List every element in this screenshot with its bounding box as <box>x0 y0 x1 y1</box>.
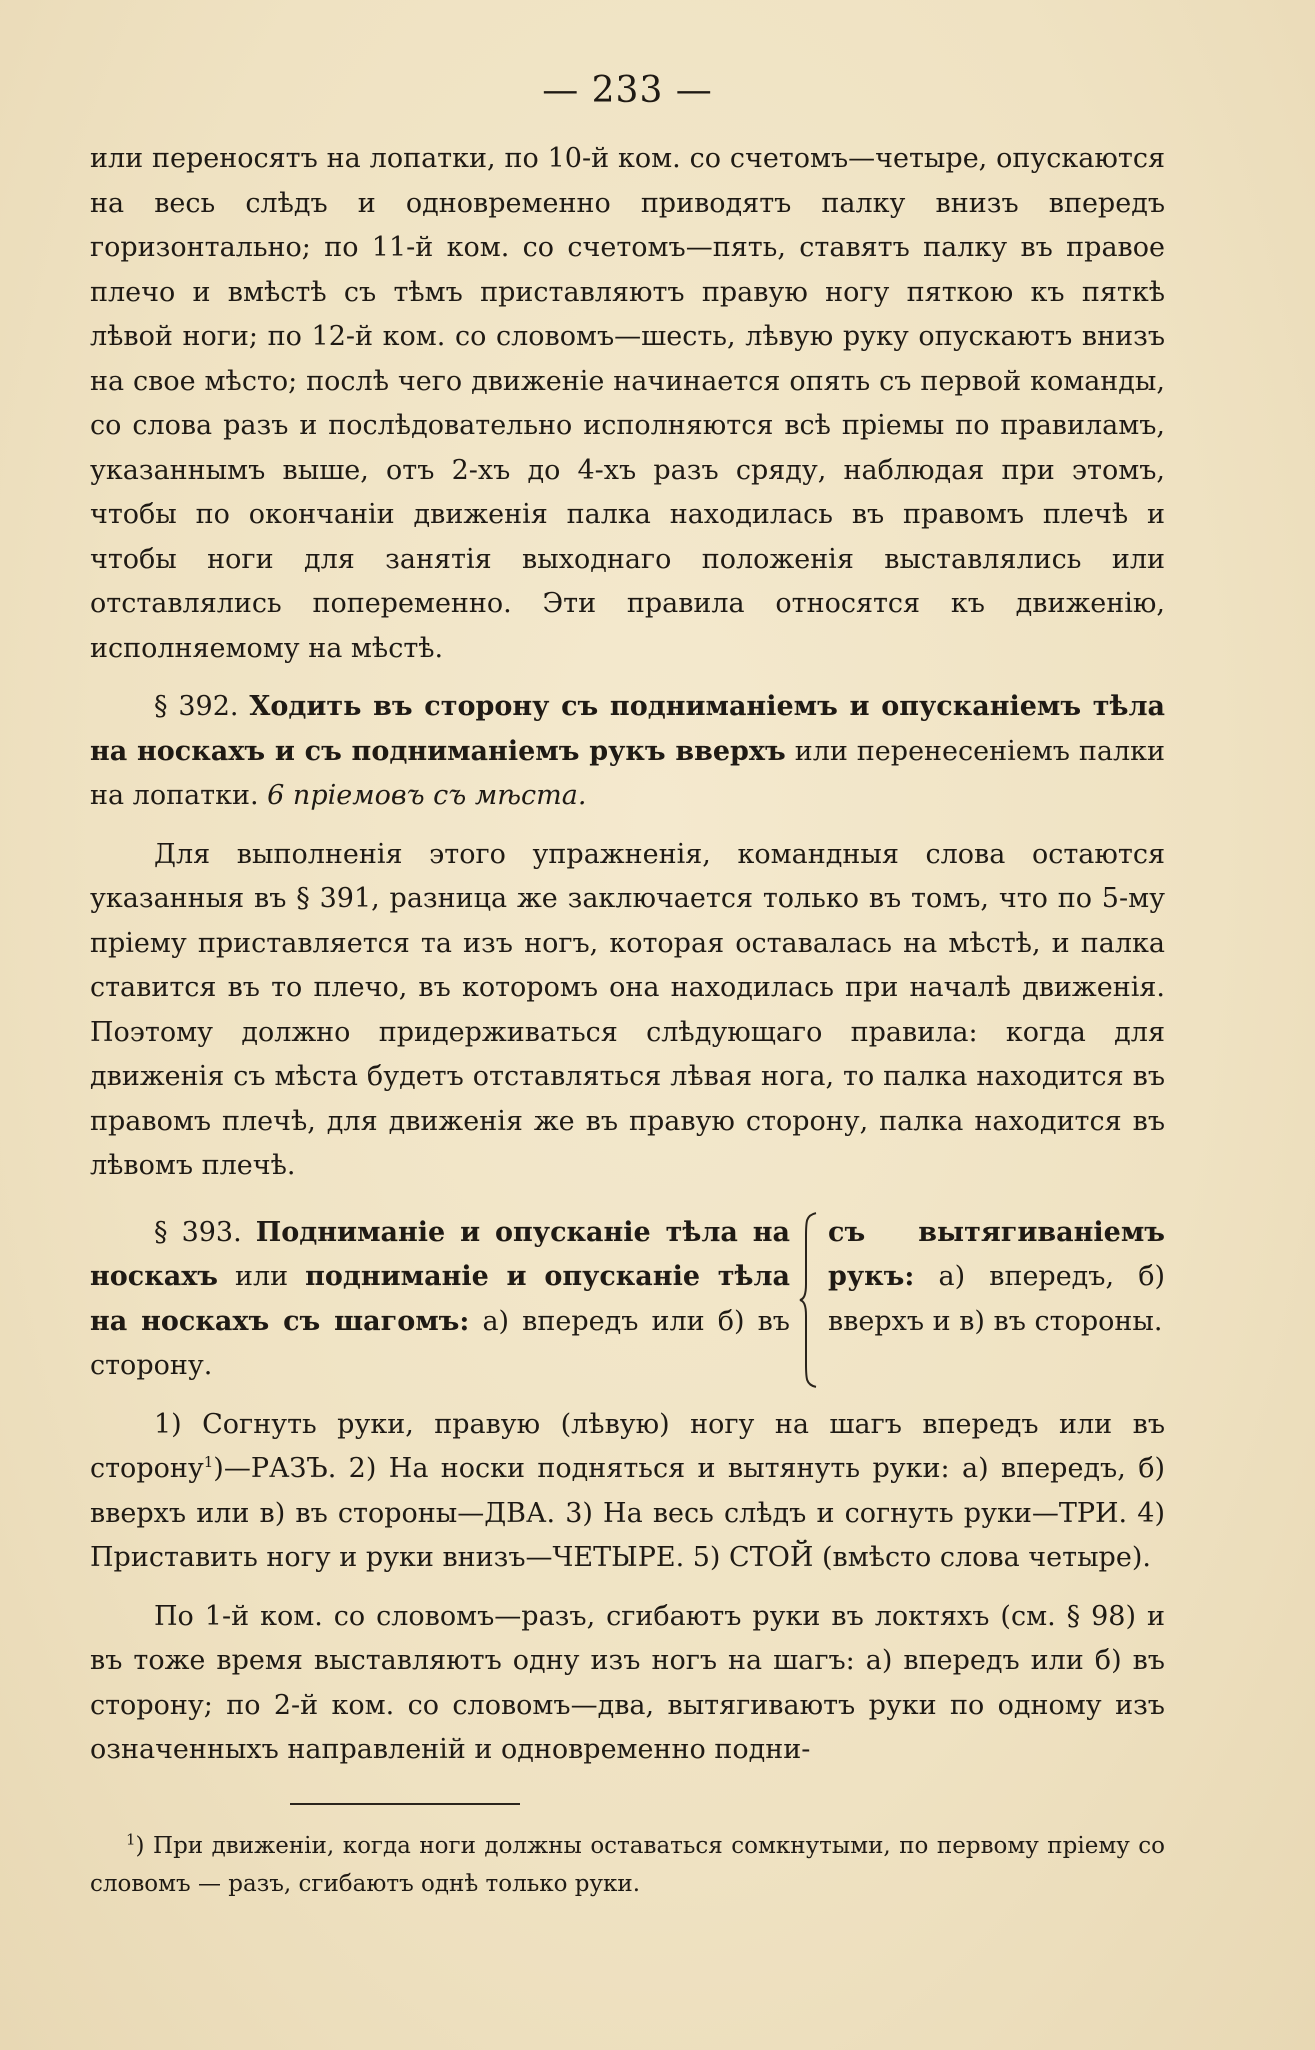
section-393-number: § 393. <box>154 1216 242 1248</box>
section-393-right-tail: а) впередъ, б) вверхъ и в) въ стороны. <box>828 1261 1165 1337</box>
section-393-right <box>828 1211 1165 1389</box>
footnote-divider <box>290 1803 520 1805</box>
commands-part-b: )—РАЗЪ. 2) На носки подняться и вытянуть руки: а) впередъ, б) вверхъ или в) въ стороны—ДВА. 3) На весь слѣдъ и согнуть руки—ТРИ. 4) Приставить ногу и руки внизъ—ЧЕТЫРЕ. 5) СТОЙ (вмѣсто слова четыре). <box>90 1453 1165 1573</box>
section-393-title-b: подниманіе и опусканіе тѣла на носкахъ съ шагомъ: <box>90 1261 791 1337</box>
section-393-header <box>90 1211 1165 1389</box>
footnote-mark: 1 <box>126 1829 136 1848</box>
section-392-italic: 6 пріемовъ съ мѣста. <box>267 780 587 811</box>
section-393-left <box>90 1211 790 1389</box>
section-393-title-a: Подниманіе и опусканіе тѣла на носкахъ <box>90 1216 790 1292</box>
paragraph-393-commands <box>90 1403 1165 1581</box>
section-393-left-tail: а) впередъ или б) въ сторону. <box>90 1305 790 1381</box>
page-number: — 233 — <box>542 70 713 111</box>
curly-brace-icon <box>790 1211 828 1389</box>
paragraph-392-body: Для выполненія этого упражненія, командныя слова остаются указанныя въ § 391, разница же заключается только въ томъ, что по 5-му пріему приставляется та изъ ногъ, которая оставалась на мѣстѣ, и палка ставится въ то плечо, въ которомъ она находилась при началѣ движенія. Поэтому должно придерживаться слѣдующаго правила: когда для движенія съ мѣста будетъ отставляться лѣвая нога, то палка находится въ правомъ плечѣ, для движенія же въ правую сторону, палка находится въ лѣвомъ плечѣ. <box>90 838 1165 1181</box>
commands-part-a: 1) Согнуть руки, правую (лѣвую) ногу на шагъ впередъ или въ сторону <box>90 1408 1165 1484</box>
footnote <box>90 1827 1165 1903</box>
footnote-text: ) При движеніи, когда ноги должны оставаться сомкнутыми, по первому пріему со словомъ — разъ, сгибаютъ однѣ только руки. <box>90 1832 1165 1897</box>
section-392 <box>90 685 1165 819</box>
section-392-title: Ходить въ сторону съ подниманіемъ и опусканіемъ тѣла на носкахъ и съ подниманіемъ рукъ вверхъ <box>90 691 1166 767</box>
section-393-or: или <box>234 1261 289 1292</box>
section-392-number: § 392. <box>154 691 239 722</box>
section-393-right-bold: съ вытягиваніемъ рукъ: <box>828 1216 1165 1292</box>
paragraph-continuation: или переносятъ на лопатки, по 10-й ком. со счетомъ—четыре, опускаются на весь слѣдъ и одновременно приводятъ палку внизъ впередъ горизонтально; по 11-й ком. со счетомъ—пять, ставятъ палку въ правое плечо и вмѣстѣ съ тѣмъ приставляютъ правую ногу пяткою къ пяткѣ лѣвой ноги; по 12-й ком. со словомъ—шесть, лѣвую руку опускаютъ внизъ на свое мѣсто; послѣ чего движеніе начинается опять съ первой команды, со слова разъ и послѣдовательно исполняются всѣ пріемы по правиламъ, указаннымъ выше, отъ 2-хъ до 4-хъ разъ сряду, наблюдая при этомъ, чтобы по окончаніи движенія палка находилась въ правомъ плечѣ и чтобы ноги для занятія выходнаго положенія выставлялись или отставлялись попеременно. Эти правила относятся къ движенію, исполняемому на мѣстѣ. <box>90 143 1165 664</box>
paragraph-393-body: По 1-й ком. со словомъ—разъ, сгибаютъ руки въ локтяхъ (см. § 98) и въ тоже время выставляютъ одну изъ ногъ на шагъ: а) впередъ или б) въ сторону; по 2-й ком. со словомъ—два, вытягиваютъ руки по одному изъ означенныхъ направленій и одновременно подни- <box>90 1600 1165 1765</box>
section-392-rest: или перенесеніемъ палки на лопатки. <box>90 735 1165 811</box>
footnote-ref: 1 <box>203 1453 214 1471</box>
